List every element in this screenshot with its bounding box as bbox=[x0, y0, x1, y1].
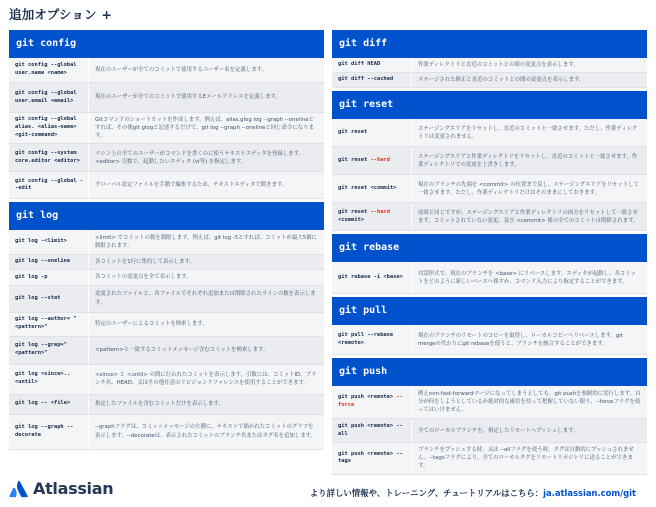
command-text: git log -<limit> bbox=[15, 238, 67, 245]
command-description: --graphフラグは、コミットメッセージの左側に、テキストで描かれたコミットのグラフを表示します。--decorateは、表示されたコミットのブランチ名またはタグ名を追加します。 bbox=[95, 424, 316, 439]
command-name bbox=[9, 230, 89, 254]
command-description: 全てのローカルブランチを、指定したリモートへプッシュします。 bbox=[418, 427, 579, 434]
command-row bbox=[9, 83, 324, 113]
command-description: 対話形式で、現在のブランチを <base> にリベースします。エディタが起動し、各コミットをどのように新しいベースへ移すか、コマンド入力により指定することができます。 bbox=[418, 270, 636, 285]
command-name bbox=[9, 337, 89, 364]
command-name bbox=[9, 415, 89, 449]
section-heading: git config bbox=[9, 30, 324, 58]
command-description: ステージングエリアをリセットし、直近のコミットと一致させます。ただし、作業ディレクトリは変更されません。 bbox=[418, 125, 638, 140]
command-name bbox=[9, 144, 89, 171]
section-git-log bbox=[9, 202, 324, 449]
command-description: 例えnon-fast-forwardマージになってしまうとしても、git pushを強制的に実行します。自分が何をしようとしているか絶対的な確信を持って把握していない限り、--forceフラグを使ってはいけません。 bbox=[418, 391, 641, 414]
command-row bbox=[9, 395, 324, 415]
command-text: git config --global alias. <alias-name> <git-command> bbox=[15, 116, 77, 139]
command-name bbox=[332, 262, 412, 293]
command-description: ステージされた修正と直近のコミットとの間の変更点を表示します。 bbox=[418, 77, 585, 84]
command-row bbox=[9, 337, 324, 365]
command-text: git log --author= "<pattern>" bbox=[15, 316, 77, 331]
command-description: 各コミットを1行に集約して表示します。 bbox=[95, 259, 195, 266]
atlassian-logo[interactable] bbox=[9, 479, 113, 498]
command-text: git push <remote> --all bbox=[338, 422, 403, 437]
footer-link[interactable]: ja.atlassian.com/git bbox=[543, 488, 636, 498]
command-row bbox=[332, 386, 647, 419]
command-name bbox=[9, 365, 89, 394]
command-row bbox=[9, 255, 324, 270]
command-text: git config --global user.name <name> bbox=[15, 62, 77, 76]
command-description: 作業ディレクトリと直近のコミットとの間の変更点を表示します。 bbox=[418, 62, 579, 68]
command-text: git log --grep="<pattern>" bbox=[15, 342, 67, 357]
command-description: ステージングエリアと作業ディレクトリをリセットし、直近のコミットと一致させます。作業ディレクトリでの変更を上書きします。 bbox=[418, 153, 638, 168]
command-row bbox=[9, 415, 324, 450]
section-heading: git reset bbox=[332, 91, 647, 119]
command-name bbox=[332, 147, 412, 174]
section-heading: git push bbox=[332, 358, 647, 386]
command-text: git log --oneline bbox=[15, 258, 71, 265]
command-name bbox=[9, 172, 89, 198]
command-description: 変更されたファイルと、各ファイルでそれぞれ追加または削除されたラインの数を表示します。 bbox=[95, 291, 316, 306]
command-row bbox=[9, 144, 324, 172]
command-description: <limit> でコミットの数を制限します。例えば、git log -5とすれば、コミットが最大5個に制限されます。 bbox=[95, 235, 317, 250]
command-description: 現在のブランチのリモートのコピーを取得し、ローカルコピーへリベースします。git mergeの代わりにgit rebaseを使うと、ブランチを統合することができます。 bbox=[418, 332, 623, 347]
command-row bbox=[9, 58, 324, 83]
command-name bbox=[9, 395, 89, 414]
command-description: 前項と同じですが、ステージングエリアと作業ディレクトリの両方をリセットして一致させます。コミットされていない変更、及び <commit> 後の全てのコミットは削除されます。 bbox=[418, 209, 639, 224]
command-name bbox=[9, 255, 89, 269]
command-name bbox=[9, 286, 89, 312]
section-heading: git diff bbox=[332, 30, 647, 58]
command-row bbox=[332, 73, 647, 88]
danger-flag: --force bbox=[338, 394, 403, 409]
command-description: グローバル設定ファイルを手動で編集するため、テキストエディタで開きます。 bbox=[95, 182, 288, 189]
section-git-pull bbox=[332, 297, 647, 355]
command-row bbox=[332, 58, 647, 73]
command-name bbox=[332, 443, 412, 473]
command-row bbox=[9, 270, 324, 285]
section-git-rebase bbox=[332, 234, 647, 294]
command-description: Gitコマンドのショートカットを作成します。例えば、alias.glog log --graph --onelineとすれば、その後git glogと記述するだけで、git log --graph --onelineと同じ命令になります。 bbox=[95, 117, 314, 140]
command-text: git config --global user.email <email> bbox=[15, 89, 77, 104]
command-row bbox=[332, 419, 647, 443]
command-name bbox=[9, 83, 89, 112]
command-name bbox=[332, 325, 412, 354]
command-description: 現在のユーザーが全てのコミットで使用するEメールアドレスを定義します。 bbox=[95, 94, 281, 101]
command-row bbox=[332, 325, 647, 355]
command-name bbox=[332, 203, 412, 230]
command-text: git log -- <file> bbox=[15, 400, 71, 407]
command-row bbox=[332, 119, 647, 147]
command-row bbox=[9, 365, 324, 395]
footer-text bbox=[310, 487, 636, 499]
command-row bbox=[9, 172, 324, 199]
command-text: git reset bbox=[338, 128, 368, 135]
danger-flag: --hard bbox=[370, 156, 390, 163]
command-row bbox=[332, 262, 647, 294]
command-text: git log -p bbox=[15, 273, 48, 280]
command-name bbox=[332, 58, 412, 72]
page-title: 追加オプション + bbox=[9, 7, 113, 22]
command-name bbox=[332, 119, 412, 146]
command-description: <pattern>と一致するコミットメッセージ含むコミットを検索します。 bbox=[95, 346, 269, 353]
command-text: git reset --hard <commit> bbox=[338, 208, 390, 223]
command-text: git rebase -i <base> bbox=[338, 273, 403, 280]
command-row bbox=[332, 443, 647, 474]
command-text: git config --global --edit bbox=[15, 177, 84, 192]
command-description: 各コミットの変更点を全て表示します。 bbox=[95, 274, 192, 281]
right-column bbox=[332, 30, 647, 478]
command-name bbox=[332, 419, 412, 442]
command-description: ブランチをプッシュする時、又は --allフラグを使う時、タグは自動的にプッシュされません。--tagsフラグにより、全てのローカルタグをリモートリポジトリに送ることができます。 bbox=[418, 447, 634, 470]
command-text: git log --stat bbox=[15, 294, 61, 301]
command-text: git push <remote> --tags bbox=[338, 450, 403, 465]
command-name bbox=[332, 175, 412, 202]
command-row bbox=[332, 203, 647, 231]
section-heading: git pull bbox=[332, 297, 647, 325]
section-git-reset bbox=[332, 91, 647, 231]
command-name bbox=[332, 73, 412, 87]
command-name bbox=[9, 313, 89, 336]
command-text: git reset <commit> bbox=[338, 184, 397, 191]
command-text: git log --graph --decorate bbox=[15, 423, 74, 438]
section-heading: git log bbox=[9, 202, 324, 230]
command-row bbox=[9, 113, 324, 144]
command-name bbox=[9, 113, 89, 143]
command-description: 現在のブランチの先端を <commit> の位置まで戻し、ステージングエリアをリセットして一致させます。ただし、作業ディレクトリだけはそのままにしておきます。 bbox=[418, 181, 639, 196]
command-description: 指定したファイルを含むコミットだけを表示します。 bbox=[95, 400, 224, 407]
section-git-config bbox=[9, 30, 324, 199]
command-row bbox=[9, 313, 324, 337]
command-description: <since> と <until> の間に行われたコミットを表示します。引数には、コミットID、ブランチ名、HEAD、又はその他任意のリビジョンリファレンスを使用することができます。 bbox=[95, 371, 317, 387]
command-row bbox=[332, 147, 647, 175]
left-column bbox=[9, 30, 324, 453]
command-description: マシン上の全てのユーザーがコマンドを書くのに使うテキストエディタを登録します。<editor> 引数で、起動したいエディタ (vi等) を指定します。 bbox=[95, 150, 304, 165]
atlassian-logo-icon bbox=[9, 480, 29, 498]
command-name bbox=[332, 386, 412, 418]
command-text: git config --system core.editor <editor> bbox=[15, 150, 80, 164]
command-row bbox=[9, 230, 324, 255]
command-description: 特定のユーザーによるコミットを検索します。 bbox=[95, 320, 208, 327]
section-heading: git rebase bbox=[332, 234, 647, 262]
danger-flag: --hard bbox=[370, 208, 390, 215]
brand-name: Atlassian bbox=[33, 479, 114, 498]
command-text: git log <since>..<until> bbox=[15, 371, 71, 386]
footer-caption: より詳しい情報や、トレーニング、チュートリアルはこちら： bbox=[309, 488, 544, 498]
command-text: git diff --cached bbox=[338, 76, 394, 83]
command-row bbox=[332, 175, 647, 203]
command-text: git push <remote> --force bbox=[338, 394, 403, 409]
command-name bbox=[9, 270, 89, 284]
command-text: git reset --hard bbox=[338, 156, 390, 163]
command-name bbox=[9, 58, 89, 82]
command-text: git pull --rebase <remote> bbox=[338, 331, 394, 346]
section-git-diff bbox=[332, 30, 647, 88]
command-description: 現在のユーザーが全てのコミットで使用するユーザー名を定義します。 bbox=[95, 66, 267, 73]
section-git-push bbox=[332, 358, 647, 474]
command-row bbox=[9, 286, 324, 313]
command-text: git diff HEAD bbox=[338, 61, 381, 68]
